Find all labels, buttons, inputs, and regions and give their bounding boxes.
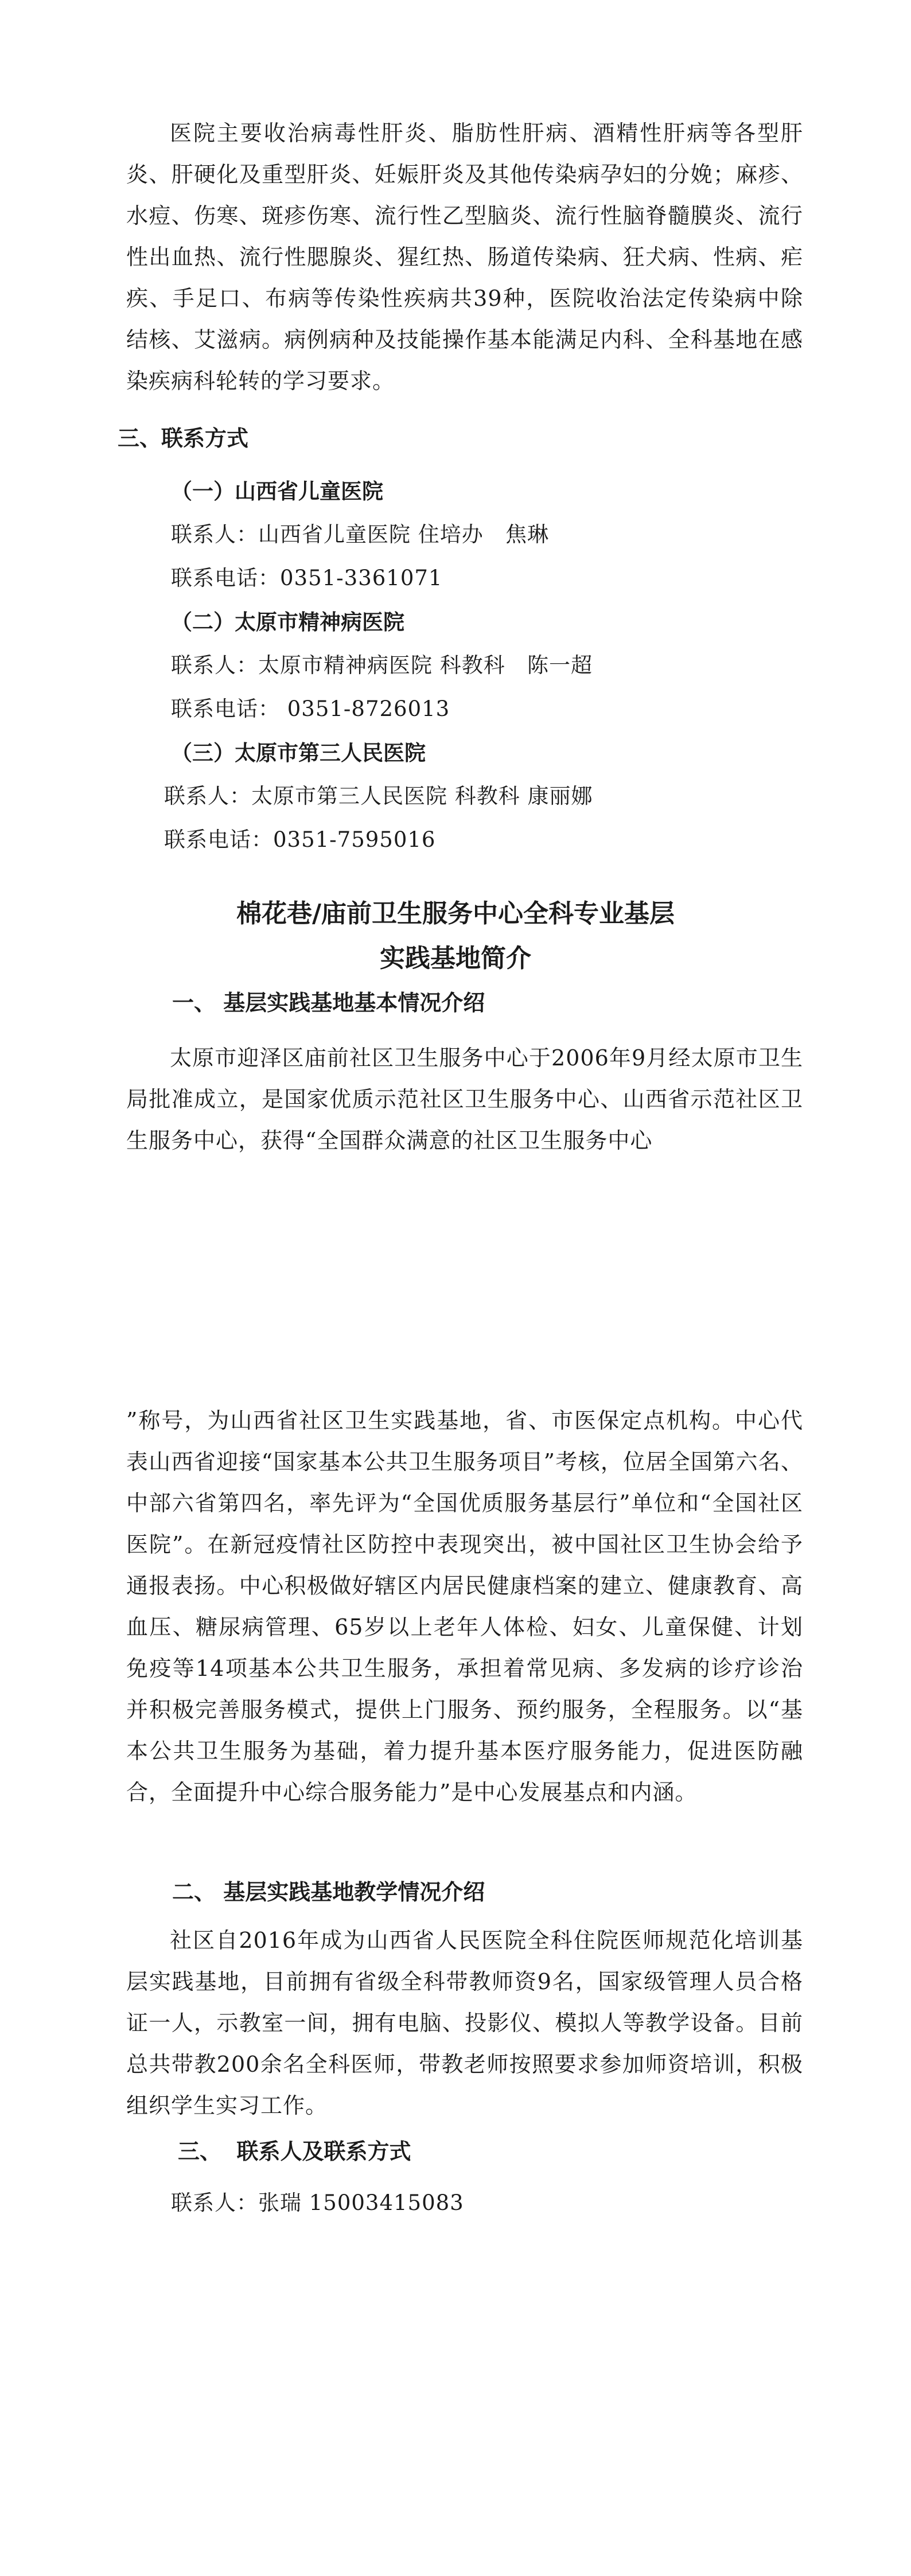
section2-heading: 二、 基层实践基地教学情况介绍 (172, 1880, 485, 1905)
contact-phone: 联系电话：0351-3361071 (171, 566, 443, 590)
contact-phone: 联系电话： 0351-8726013 (171, 696, 450, 721)
section1-paragraph-part-b: ”称号，为山西省社区卫生实践基地，省、市医保定点机构。中心代表山西省迎接“国家基本公共卫生服务项目”考核，位居全国第六名、中部六省第四名，率先评为“全国优质服务基层行”单位和“全国社区医院”。在新冠疫情社区防控中表现突出，被中国社区卫生协会给予通报表扬。中心积极做好辖区内居民健康档案的建立、健康教育、高血压、糖尿病管理、65岁以上老年人体检、妇女、儿童保健、计划免疫等14项基本公共卫生服务，承担着常见病、多发病的诊疗诊治并积极完善服务模式，提供上门服务、预约服务，全程服务。以“基本公共卫生服务为基础，着力提升基本医疗服务能力，促进医防融合，全面提升中心综合服务能力”是中心发展基点和内涵。 (126, 1408, 803, 1805)
base-title-line2: 实践基地简介 (380, 944, 531, 973)
base-title-line1: 棉花巷/庙前卫生服务中心全科专业基层 (236, 899, 675, 928)
base-contact: 联系人：张瑞 15003415083 (171, 2190, 464, 2215)
hospital-intro-paragraph: 医院主要收治病毒性肝炎、脂肪性肝病、酒精性肝病等各型肝炎、肝硬化及重型肝炎、妊娠肝炎及其他传染病孕妇的分娩；麻疹、水痘、伤寒、斑疹伤寒、流行性乙型脑炎、流行性脑脊髓膜炎、流行性出血热、流行性腮腺炎、猩红热、肠道传染病、狂犬病、性病、疟疾、手足口、布病等传染性疾病共39种，医院收治法定传染病中除结核、艾滋病。病例病种及技能操作基本能满足内科、全科基地在感染疾病科轮转的学习要求。 (126, 120, 803, 394)
section3-heading: 三、 联系人及联系方式 (178, 2139, 411, 2164)
contact-section-heading: 三、联系方式 (118, 426, 249, 451)
section1-heading: 一、 基层实践基地基本情况介绍 (172, 990, 485, 1015)
contact-person: 联系人：太原市精神病医院 科教科 陈一超 (171, 653, 593, 678)
contact-person: 联系人：太原市第三人民医院 科教科 康丽娜 (164, 784, 593, 808)
contact-phone: 联系电话：0351-7595016 (164, 827, 436, 852)
contact-hospital-name: （一）山西省儿童医院 (171, 478, 383, 504)
contact-hospital-name: （三）太原市第三人民医院 (171, 740, 426, 765)
contact-hospital-name: （二）太原市精神病医院 (171, 609, 404, 635)
contact-person: 联系人：山西省儿童医院 住培办 焦琳 (171, 522, 550, 547)
section2-paragraph: 社区自2016年成为山西省人民医院全科住院医师规范化培训基层实践基地，目前拥有省级全科带教师资9名，国家级管理人员合格证一人，示教室一间，拥有电脑、投影仪、模拟人等教学设备。目前总共带教200余名全科医师，带教老师按照要求参加师资培训，积极组织学生实习工作。 (126, 1928, 803, 2118)
section1-paragraph-part-a: 太原市迎泽区庙前社区卫生服务中心于2006年9月经太原市卫生局批准成立，是国家优质示范社区卫生服务中心、山西省示范社区卫生服务中心，获得“全国群众满意的社区卫生服务中心 (126, 1045, 803, 1153)
